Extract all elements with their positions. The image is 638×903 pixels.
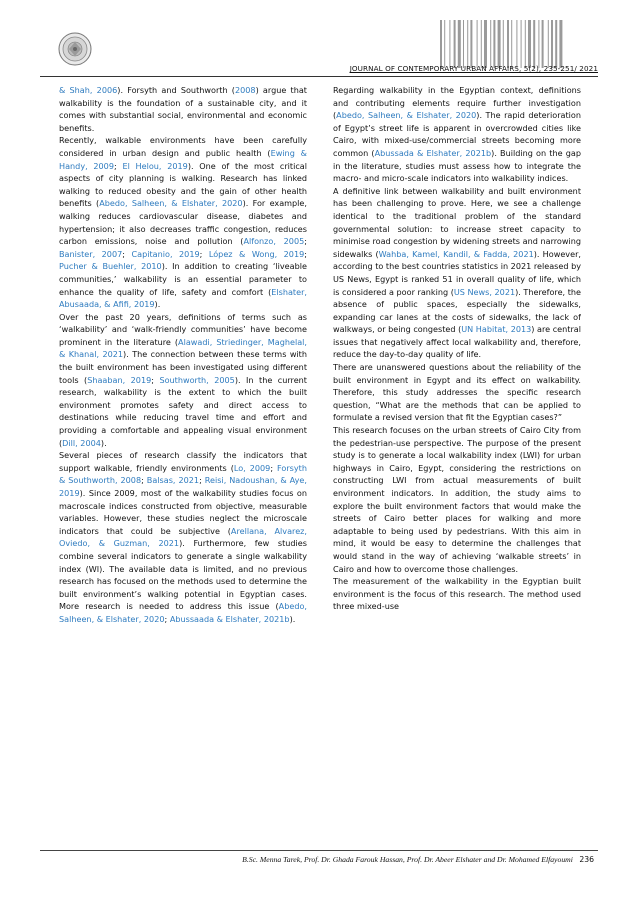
barcode-icon	[440, 18, 598, 70]
paragraph	[333, 84, 581, 185]
paragraph-text: ;	[141, 475, 147, 486]
paragraph-text: There are unanswered questions about the reliability of the built environment in Egypt and its effect on walkability. Therefore, this study addresses the specific research question, “What are the methods that can be applied to formulate a revised version that fit the Egyptian cases?”	[333, 362, 581, 423]
paragraph-text: Several pieces of research classify the indicators that support walkable, friendly environments (	[59, 450, 307, 473]
paragraph-text: ). The connection between these terms with the built environment has been investigated using different tools (	[59, 349, 307, 385]
citation-link[interactable]: Capitanio, 2019	[131, 248, 200, 259]
paragraph-text: Regarding walkability in the Egyptian context, definitions and contributing elements require further investigation (	[333, 85, 581, 121]
citation-link[interactable]: Pucher & Buehler, 2010	[59, 261, 162, 272]
paragraph-text: ;	[199, 475, 205, 486]
citation-link[interactable]: El Helou, 2019	[122, 160, 188, 171]
paragraph	[333, 575, 581, 613]
page-number: 236	[579, 855, 594, 864]
paragraph-text: ) are central issues that negatively affect local walkability and, therefore, reduce the day-to-day quality of life.	[333, 324, 581, 360]
paragraph-text: ) argue that walkability is the foundation of a sustainable city, and it comes with substantial social, environmental and economic benefits.	[59, 85, 307, 133]
citation-link[interactable]: Dill, 2004	[62, 437, 101, 448]
citation-link[interactable]: Banister, 2007	[59, 248, 123, 259]
paragraph-text: ). Building on the gap in the literature, studies must assess how to integrate the macro- and micro-scale indicators into walkability indices.	[333, 147, 581, 184]
citation-link[interactable]: UN Habitat, 2013	[461, 324, 532, 335]
paragraph-text: ;	[304, 236, 307, 247]
citation-link[interactable]: Southworth, 2005	[159, 374, 235, 385]
citation-link[interactable]: Ewing & Handy, 2009	[59, 147, 307, 171]
paragraph-text: ). However, according to the best countries statistics in 2021 released by US News, Egypt is ranked 51 in overall quality of life, which is considered a poor ranking (	[333, 248, 581, 297]
paragraph-text: ;	[199, 248, 209, 259]
paragraph	[59, 449, 307, 625]
citation-link[interactable]: López & Wong, 2019	[208, 248, 305, 259]
paragraph-text: This research focuses on the urban streets of Cairo City from the pedestrian-use perspective. The purpose of the present study is to generate a local walkability index (LWI) for urban highways in Cairo, Egypt, considering the restrictions on constructing LWI from actual measurements of built environment indicators. In addition, the study aims to explore the built environment factors that would make the streets of Cairo better places for walking and more adaptable to being used by pedestrians. With this aim in mind, it would be easy to determine the challenges that would stand in the way of achieving ‘walkable streets’ in Cairo and how to overcome those challenges.	[333, 425, 581, 574]
paragraph	[333, 424, 581, 575]
citation-link[interactable]: Abedo, Salheen, & Elshater, 2020	[99, 198, 243, 209]
paragraph-text: ). In the current research, walkability is the extent to which the built environment promotes safety and direct access to destinations while reducing travel time and effort and providing a comfortable and appealing visual environment (	[59, 374, 307, 448]
paragraph-text: ).	[289, 613, 296, 624]
paragraph-text: ;	[114, 160, 123, 171]
paragraph	[59, 311, 307, 450]
paragraph-text: ;	[270, 462, 278, 473]
paragraph-text: ).	[100, 437, 107, 448]
page-footer	[40, 855, 594, 864]
paragraph-text: ). Forsyth and Southworth (	[117, 85, 235, 95]
citation-link[interactable]: 2008	[234, 85, 256, 95]
university-seal-icon	[58, 32, 92, 66]
citation-link[interactable]: Abussada & Elshater, 2021b	[374, 147, 492, 158]
paragraph-text: The measurement of the walkability in the Egyptian built environment is the focus of this research. The method used three mixed-use	[333, 576, 581, 612]
paragraph	[333, 185, 581, 361]
paragraph	[59, 134, 307, 310]
paragraph-text: ). Since 2009, most of the walkability studies focus on macroscale indices constructed from objective, measurable variables. However, these studies neglect the microscale indicators that could be subjective (	[59, 488, 307, 536]
footer-rule	[40, 850, 598, 851]
citation-link[interactable]: Abedo, Salheen, & Elshater, 2020	[59, 601, 307, 624]
citation-link[interactable]: Alawadi, Striedinger, Maghelal, & Khanal, 2021	[59, 336, 307, 360]
paragraph-text: ). In addition to creating ‘liveable communities,’ walkability is an essential parameter to enhance the quality of life, safety and comfort (	[59, 261, 307, 297]
paragraph-text: ). One of the most critical aspects of city planning is walking. Research has linked walking to reduced obesity and the gain of other health benefits (	[59, 160, 307, 209]
citation-link[interactable]: & Shah, 2006	[59, 85, 118, 95]
citation-link[interactable]: Reisi, Nadoushan, & Aye, 2019	[59, 475, 307, 498]
citation-link[interactable]: Elshater, Abusaada, & Afifi, 2019	[59, 286, 307, 310]
journal-citation-header: JOURNAL OF CONTEMPORARY URBAN AFFAIRS, 5(2), 235-251/ 2021	[349, 64, 598, 73]
paragraph-text: ).	[154, 299, 161, 310]
citation-link[interactable]: Wahba, Kamel, Kandil, & Fadda, 2021	[378, 248, 534, 259]
left-column	[59, 84, 307, 832]
paragraph-text: Over the past 20 years, definitions of terms such as ‘walkability’ and ‘walk-friendly communities’ have become prominent in the literature (	[59, 311, 307, 347]
paragraph-text: ). For example, walking reduces cardiovascular disease, diabetes and hypertension; it also decreases traffic congestion, reduces carbon emissions, noise and pollution (	[59, 198, 307, 247]
paragraph-text: ;	[164, 613, 170, 624]
citation-link[interactable]: Balsas, 2021	[146, 475, 200, 486]
citation-link[interactable]: Alfonzo, 2005	[243, 236, 305, 247]
citation-link[interactable]: US News, 2021	[453, 286, 516, 297]
citation-link[interactable]: Lo, 2009	[233, 462, 271, 473]
body-columns	[59, 84, 581, 834]
paragraph-text: ). The rapid deterioration of Egypt’s street life is apparent in overcrowded cities like Cairo, with mixed-use/commercial streets becoming more common (	[333, 110, 581, 158]
paragraph-text: ;	[304, 248, 307, 259]
paragraph	[59, 84, 307, 134]
citation-link[interactable]: Abedo, Salheen, & Elshater, 2020	[336, 110, 477, 121]
paragraph-text: ). Therefore, the absence of public spaces, especially the sidewalks, expanding car lanes at the costs of sidewalks, the lack of walkways, or being congested (	[333, 286, 581, 335]
paragraph-text: ). Furthermore, few studies combine several indicators to generate a single walkability index (WI). The available data is limited, and no previous research has focused on the methods used to determine the built environment’s walking potential in Egyptian cases. More research is needed to address this issue (	[59, 538, 307, 612]
header-rule	[40, 76, 598, 77]
citation-link[interactable]: Arellana, Alvarez, Oviedo, & Guzman, 2021	[59, 525, 307, 549]
paragraph	[333, 361, 581, 424]
citation-link[interactable]: Forsyth & Southworth, 2008	[59, 462, 307, 486]
right-column	[333, 84, 581, 832]
paragraph-text: A definitive link between walkability and built environment has been challenging to prove. Here, we see a challenge identical to the traditional problem of the standard governmental solution: to increase street capacity to minimise road congestion by widening streets and narrowing sidewalks (	[333, 185, 581, 259]
citation-link[interactable]: Abussaada & Elshater, 2021b	[169, 613, 290, 624]
paragraph-text: ;	[122, 248, 132, 259]
paragraph-text: Recently, walkable environments have been carefully considered in urban design and public health (	[59, 135, 307, 158]
citation-link[interactable]: Shaaban, 2019	[87, 374, 152, 385]
footer-authors: B.Sc. Menna Tarek, Prof. Dr. Ghada Farouk Hassan, Prof. Dr. Abeer Elshater and Dr. Mohamed Elfayoumi	[242, 855, 573, 864]
paragraph-text: ;	[151, 374, 160, 385]
